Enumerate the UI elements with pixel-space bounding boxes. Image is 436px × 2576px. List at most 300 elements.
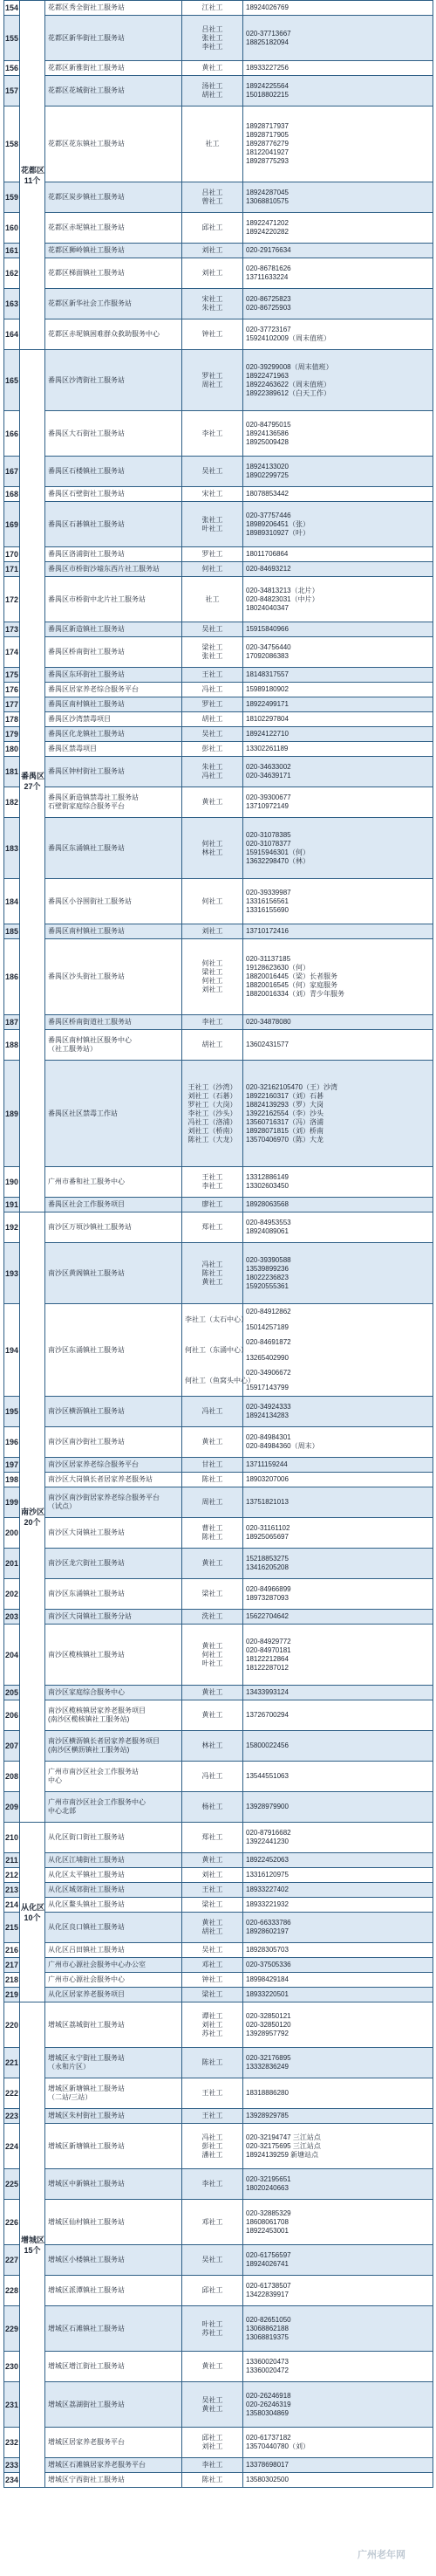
phone-number: 18122212864 — [246, 1654, 289, 1663]
row-number: 163 — [4, 289, 20, 319]
contact-person — [182, 1823, 243, 1853]
row-number: 200 — [4, 1518, 20, 1549]
row-number: 222 — [4, 2078, 20, 2109]
phone-number: 13068819375 — [246, 2332, 289, 2341]
row-number: 219 — [4, 1988, 20, 2002]
social-work-station-directory — [3, 0, 433, 2488]
phone-number: 020-26246918 — [246, 2391, 291, 2400]
row-number: 192 — [4, 1212, 20, 1243]
contact-name: 曹社工 — [201, 1524, 223, 1532]
phone-numbers — [243, 1958, 433, 1973]
contact-name: 黄社工 — [201, 64, 223, 72]
station-name — [45, 879, 182, 924]
table-row — [4, 1427, 433, 1458]
phone-number: 13265402990 — [246, 1353, 289, 1362]
phone-number: 18928776279 — [246, 140, 289, 148]
district-name: 番禺区 — [21, 771, 45, 780]
phone-number: 13580304869 — [246, 2408, 289, 2417]
row-number: 234 — [4, 2473, 20, 2488]
station-name — [45, 502, 182, 547]
row-number: 211 — [4, 1853, 20, 1868]
station-name-line: 番禺区化龙镇社工服务站 — [48, 730, 125, 738]
contact-person — [182, 258, 243, 289]
contact-person — [182, 1030, 243, 1061]
phone-number: 13416205208 — [246, 1563, 289, 1571]
row-number: 226 — [4, 2200, 20, 2245]
phone-number: 020-84691872 — [246, 1338, 291, 1347]
phone-number: 13360020472 — [246, 2366, 289, 2374]
station-name-line: 花都区梯面镇社工服务站 — [48, 269, 125, 277]
contact-sub-entry: 何社工（鱼窝头中心） — [185, 1377, 255, 1384]
station-name — [45, 244, 182, 258]
station-name-line: 花都区赤坭镇社工服务站 — [48, 223, 125, 231]
phone-numbers — [243, 258, 433, 289]
table-row — [4, 2048, 433, 2078]
phone-number: 020-84966899 — [246, 1585, 291, 1593]
station-name — [45, 1973, 182, 1988]
station-name — [45, 562, 182, 577]
table-row — [4, 787, 433, 818]
contact-name: 张社工 — [201, 652, 223, 660]
phone-numbers — [243, 2352, 433, 2382]
phone-number: 18078853442 — [246, 490, 289, 498]
contact-name: 汤社工 — [201, 82, 223, 90]
contact-person — [182, 2473, 243, 2488]
phone-numbers — [243, 76, 433, 106]
station-name — [45, 457, 182, 487]
phone-number: 020-84953553 — [246, 1219, 291, 1226]
phone-number: 13302261189 — [246, 745, 289, 752]
phone-number: 13068810575 — [246, 197, 289, 205]
phone-number: 020-84929772 — [246, 1637, 291, 1645]
phone-numbers — [243, 182, 433, 213]
phone-number: 020-29176634 — [246, 246, 291, 254]
phone-number: 020-84823031（中片） — [246, 594, 319, 603]
row-number: 212 — [4, 1868, 20, 1883]
phone-number: 13711159244 — [246, 1460, 288, 1468]
station-name-line: 南沙区南沙街居家养老综合服务平台 — [48, 1494, 160, 1501]
row-number: 228 — [4, 2276, 20, 2306]
station-name-line: 南沙区东涌镇社工服务站 — [48, 1590, 125, 1597]
contact-person — [182, 1762, 243, 1792]
station-name — [45, 1243, 182, 1304]
row-number: 202 — [4, 1579, 20, 1610]
table-row — [4, 1625, 433, 1686]
contact-person — [182, 547, 243, 562]
row-number: 216 — [4, 1943, 20, 1958]
row-number: 230 — [4, 2352, 20, 2382]
station-name-line: 南沙区家庭综合服务中心 — [48, 1688, 125, 1696]
station-name-line: 增城区小楼镇社工服务站 — [48, 2256, 125, 2263]
station-name-line: 番禺区东环街社工服务站 — [48, 670, 125, 678]
phone-number: 020-86725823 — [246, 295, 291, 303]
phone-number: 15924102009（周末值班） — [246, 334, 330, 342]
row-number: 189 — [4, 1061, 20, 1167]
contact-person — [182, 1212, 243, 1243]
table-row — [4, 1913, 433, 1943]
station-name — [45, 182, 182, 213]
station-name — [45, 1, 182, 16]
phone-numbers — [243, 1167, 433, 1198]
phone-number: 13560716317（冯）洛浦 — [246, 1117, 324, 1126]
phone-number: 020-37723167 — [246, 326, 291, 333]
contact-person — [182, 1579, 243, 1610]
phone-number: 020-32195651 — [246, 2175, 291, 2183]
contact-name: 朱社工 — [201, 763, 223, 771]
contact-name: 李社工 — [201, 429, 223, 437]
station-name — [45, 1988, 182, 2002]
contact-name: 杨社工 — [201, 1803, 223, 1810]
contact-name: 黄社工 — [201, 1856, 223, 1864]
phone-number: 020-32194747 三江站点 — [246, 2133, 321, 2141]
table-row — [4, 258, 433, 289]
contact-name: 刘社工 — [201, 927, 223, 935]
contact-person — [182, 2428, 243, 2458]
station-name — [45, 1913, 182, 1943]
table-row — [4, 622, 433, 637]
phone-number: 18318886280 — [246, 2089, 289, 2097]
station-name-line: 花都区新雅街社工服务站 — [48, 64, 125, 72]
station-name — [45, 637, 182, 668]
contact-name: 何社工 — [201, 1650, 223, 1659]
phone-numbers — [243, 668, 433, 683]
station-name-line: 花都区狮岭镇社工服务站 — [48, 246, 125, 254]
station-name-line: 南沙区居家养老综合服务平台 — [48, 1460, 139, 1468]
phone-numbers — [243, 1, 433, 16]
contact-person — [182, 1973, 243, 1988]
phone-numbers — [243, 697, 433, 712]
phone-numbers — [243, 487, 433, 502]
contact-person — [182, 2048, 243, 2078]
phone-numbers — [243, 547, 433, 562]
phone-number: 020-31078377 — [246, 839, 291, 848]
contact-name: 何社工 — [201, 959, 223, 967]
contact-person — [182, 1167, 243, 1198]
row-number: 183 — [4, 818, 20, 879]
row-number: 177 — [4, 697, 20, 712]
phone-number: 020-84912862 — [246, 1308, 291, 1316]
contact-name: 陈社工 — [201, 1268, 223, 1277]
table-row — [4, 1549, 433, 1579]
station-name — [45, 1625, 182, 1686]
contact-name: 刘社工 — [201, 269, 223, 277]
station-name-line: 从化区街口街社工服务站 — [48, 1833, 125, 1841]
station-name — [45, 1427, 182, 1458]
table-row — [4, 2382, 433, 2428]
phone-number: 020-31137185 — [246, 955, 291, 963]
station-name — [45, 2048, 182, 2078]
contact-name: 邓社工 — [201, 1961, 223, 1968]
row-number: 223 — [4, 2109, 20, 2124]
station-name — [45, 577, 182, 622]
row-number: 162 — [4, 258, 20, 289]
phone-numbers — [243, 502, 433, 547]
contact-person — [182, 2109, 243, 2124]
phone-number: 15920555361 — [246, 1281, 289, 1290]
station-name-line: 增城区荔城街社工服务站 — [48, 2020, 125, 2029]
table-row — [4, 1487, 433, 1518]
district-cell — [20, 1, 45, 350]
district-cell — [20, 1212, 45, 1823]
station-name — [45, 1473, 182, 1487]
table-row — [4, 727, 433, 742]
district-name: 花都区 — [21, 165, 45, 175]
contact-person — [182, 1458, 243, 1473]
contact-name: 苏社工 — [201, 2029, 223, 2037]
contact-person — [182, 577, 243, 622]
phone-number: 18928717905 — [246, 131, 289, 139]
station-name-line: （永和片区） — [48, 2063, 90, 2071]
station-name-line: 广州市番和社工服务中心 — [48, 1178, 125, 1185]
station-name — [45, 1823, 182, 1853]
contact-name: 吴社工 — [201, 625, 223, 633]
contact-person — [182, 622, 243, 637]
phone-numbers — [243, 787, 433, 818]
district-name: 南沙区 — [21, 1508, 45, 1516]
contact-name: 曾社工 — [201, 197, 223, 205]
phone-number: 13539899236 — [246, 1264, 289, 1273]
contact-person — [182, 411, 243, 457]
table-row — [4, 1167, 433, 1198]
district-count: 20个 — [24, 1518, 41, 1527]
phone-numbers — [243, 289, 433, 319]
district-count: 10个 — [24, 1913, 41, 1922]
station-name-line: 从化区江埔街社工服务站 — [48, 1856, 125, 1864]
phone-number: 13570440780（刘） — [246, 2442, 310, 2450]
phone-numbers — [243, 1610, 433, 1625]
station-name — [45, 1731, 182, 1762]
contact-name: 刘社工（桥南） — [187, 1126, 237, 1135]
contact-name: 李社工 — [201, 2180, 223, 2188]
district-name: 增城区 — [21, 2235, 45, 2244]
table-row — [4, 697, 433, 712]
contact-name: 王社工 — [201, 2089, 223, 2097]
contact-person — [182, 76, 243, 106]
station-name-line: 广州市南沙区社会工作服务站 — [48, 1768, 139, 1776]
phone-number: 18922471963 — [246, 371, 289, 380]
phone-numbers — [243, 1988, 433, 2002]
district-count: 27个 — [24, 781, 41, 791]
station-name-line: 番禺区新造镇禁毒社工服务站 — [48, 793, 139, 801]
contact-person — [182, 487, 243, 502]
phone-number: 020-39300677 — [246, 793, 291, 801]
phone-numbers — [243, 637, 433, 668]
contact-person — [182, 350, 243, 411]
contact-name: 陈社工 — [201, 1475, 223, 1483]
row-number: 157 — [4, 76, 20, 106]
phone-number: 18902299725 — [246, 471, 289, 479]
station-name-line: 南沙区大岗镇长者居家养老服务站 — [48, 1475, 153, 1483]
contact-name: 黄社工 — [201, 2404, 223, 2413]
station-name — [45, 787, 182, 818]
station-name — [45, 1853, 182, 1868]
station-name — [45, 924, 182, 939]
phone-number: 18122287012 — [246, 1663, 289, 1672]
table-row — [4, 562, 433, 577]
station-name — [45, 258, 182, 289]
row-number: 199 — [4, 1487, 20, 1518]
phone-numbers — [243, 1061, 433, 1167]
phone-number: 020-39339987 — [246, 888, 291, 896]
station-name — [45, 61, 182, 76]
row-number: 161 — [4, 244, 20, 258]
district-cell — [20, 350, 45, 1212]
phone-numbers — [243, 1427, 433, 1458]
contact-name: 吴社工 — [201, 467, 223, 475]
phone-numbers — [243, 683, 433, 697]
contact-name: 冯社工 — [201, 1407, 223, 1415]
table-row — [4, 1853, 433, 1868]
row-number: 201 — [4, 1549, 20, 1579]
row-number: 172 — [4, 577, 20, 622]
station-name-line: 南沙区万顷沙镇社工服务站 — [48, 1223, 132, 1231]
table-row — [4, 1030, 433, 1061]
table-row — [4, 411, 433, 457]
contact-name: 刘社工 — [201, 1871, 223, 1879]
row-number: 178 — [4, 712, 20, 727]
row-number: 214 — [4, 1898, 20, 1913]
phone-number: 13928979900 — [246, 1803, 289, 1810]
phone-number: 13360020473 — [246, 2358, 289, 2366]
contact-name: 吕社工 — [201, 189, 223, 196]
station-name — [45, 2169, 182, 2200]
station-name — [45, 1487, 182, 1518]
contact-name: 何社工 — [201, 977, 223, 985]
station-name — [45, 1958, 182, 1973]
contact-name: 社工 — [205, 140, 220, 148]
station-name-line: （社工服务站） — [48, 1045, 97, 1053]
contact-name: 陈社工 — [201, 1533, 223, 1541]
table-row — [4, 1518, 433, 1549]
contact-name: 吴社工 — [201, 2395, 223, 2404]
station-name — [45, 2473, 182, 2488]
contact-person — [182, 879, 243, 924]
phone-number: 18924139259 新塘站点 — [246, 2150, 319, 2159]
contact-name: 李社工 — [201, 1182, 223, 1190]
phone-numbers — [243, 244, 433, 258]
phone-number: 18020240663 — [246, 2184, 289, 2192]
station-name-line: 增城区居家养老服务平台 — [48, 2438, 125, 2446]
contact-person — [182, 1898, 243, 1913]
phone-number: 18928717937 — [246, 122, 289, 130]
phone-number: 020-32850121 — [246, 2011, 291, 2020]
phone-numbers — [243, 1397, 433, 1427]
contact-name: 刘社工（石碁） — [187, 1091, 237, 1100]
table-row — [4, 2473, 433, 2488]
phone-numbers — [243, 879, 433, 924]
table-row — [4, 487, 433, 502]
phone-numbers — [243, 1943, 433, 1958]
phone-number: 13928957792 — [246, 2029, 289, 2037]
row-number: 190 — [4, 1167, 20, 1198]
contact-name: 宋社工 — [201, 295, 223, 303]
contact-person — [182, 1792, 243, 1823]
contact-person — [182, 2200, 243, 2245]
row-number: 207 — [4, 1731, 20, 1762]
table-row — [4, 712, 433, 727]
phone-numbers — [243, 1973, 433, 1988]
station-name — [45, 622, 182, 637]
row-number: 213 — [4, 1883, 20, 1898]
contact-person — [182, 2276, 243, 2306]
station-name — [45, 2276, 182, 2306]
table-row — [4, 2200, 433, 2245]
phone-number: 13710972149 — [246, 802, 289, 810]
phone-numbers — [243, 727, 433, 742]
row-number: 158 — [4, 106, 20, 182]
table-row — [4, 2458, 433, 2473]
phone-number: 13570406970（陈）大龙 — [246, 1135, 324, 1144]
phone-numbers — [243, 411, 433, 457]
phone-number: 15917143799 — [246, 1384, 289, 1392]
station-name-line: 从化区城郊街社工服务站 — [48, 1886, 125, 1893]
table-row — [4, 1198, 433, 1212]
phone-number: 18024040347 — [246, 603, 289, 612]
station-name-line: 广州市南沙区社会工作服务中心 — [48, 1798, 146, 1806]
station-name-line: 南沙区南沙街社工服务站 — [48, 1438, 125, 1446]
phone-number: 020-84795015 — [246, 420, 291, 429]
station-name — [45, 712, 182, 727]
phone-numbers — [243, 2245, 433, 2276]
station-name — [45, 2245, 182, 2276]
phone-numbers — [243, 1015, 433, 1030]
phone-number: 020-34639171 — [246, 772, 291, 780]
phone-number: 020-37505336 — [246, 1961, 291, 1968]
station-name — [45, 2458, 182, 2473]
row-number: 156 — [4, 61, 20, 76]
station-name-line: 番禺区沙湾禁毒项目 — [48, 715, 111, 723]
table-row — [4, 1304, 433, 1397]
phone-number: 020-61738507 — [246, 2282, 291, 2290]
table-row — [4, 818, 433, 879]
phone-numbers — [243, 2002, 433, 2048]
station-name-line: 南沙区东涌镇社工服务站 — [48, 1345, 125, 1354]
row-number: 194 — [4, 1304, 20, 1397]
row-number: 217 — [4, 1958, 20, 1973]
contact-person — [182, 61, 243, 76]
contact-name: 梁社工 — [201, 1900, 223, 1908]
station-name-line: 南沙区大岗镇社工服务站 — [48, 1528, 125, 1536]
station-name-line: （二站/三站） — [48, 2093, 92, 2101]
station-name — [45, 2428, 182, 2458]
contact-person — [182, 16, 243, 61]
contact-sub-entry: 李社工（太石中心） — [185, 1315, 248, 1323]
row-number: 175 — [4, 668, 20, 683]
contact-person — [182, 1015, 243, 1030]
row-number: 184 — [4, 879, 20, 924]
station-name — [45, 939, 182, 1015]
phone-numbers — [243, 939, 433, 1015]
table-row — [4, 2109, 433, 2124]
phone-number: 13433993124 — [246, 1688, 289, 1696]
phone-number: 020-34924333 — [246, 1403, 291, 1411]
phone-numbers — [243, 1853, 433, 1868]
table-row — [4, 2306, 433, 2352]
row-number: 179 — [4, 727, 20, 742]
phone-number: 13302603450 — [246, 1182, 289, 1190]
station-name-line: 番禺区石碁镇社工服务站 — [48, 519, 125, 528]
station-name-line: 增城区石滩镇居家养老服务平台 — [48, 2461, 146, 2469]
contact-name: 张社工 — [201, 33, 223, 42]
station-name-line: 番禺区市桥街中北片社工服务站 — [48, 594, 146, 603]
phone-number: 020-39390588 — [246, 1255, 291, 1264]
station-name — [45, 487, 182, 502]
station-name — [45, 1030, 182, 1061]
row-number: 185 — [4, 924, 20, 939]
station-name — [45, 1610, 182, 1625]
contact-name: 胡社工 — [201, 91, 223, 99]
table-row — [4, 1686, 433, 1700]
